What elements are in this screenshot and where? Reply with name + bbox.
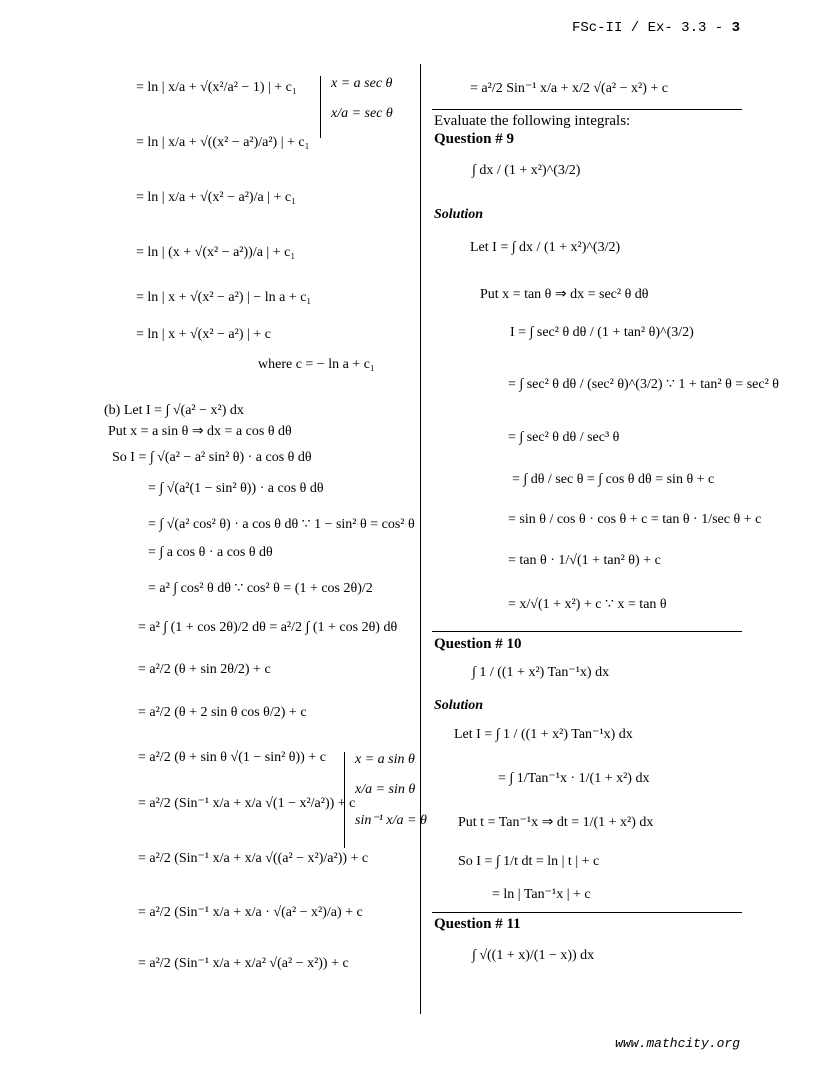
math-line: Put x = tan θ ⇒ dx = sec² θ dθ [480,287,649,302]
math-line: = ∫ dθ / sec θ = ∫ cos θ dθ = sin θ + c [512,472,715,487]
page-header: FSc-II / Ex- 3.3 - 3 [571,20,740,36]
substitution-line: x = a sin θ [355,752,415,767]
math-line: = a²/2 Sin⁻¹ x/a + x/2 √(a² − x²) + c [470,81,668,96]
solution-label: Solution [434,207,484,222]
math-line: = ∫ sec² θ dθ / (sec² θ)^(3/2) ∵ 1 + tan² θ = sec² θ [508,377,779,392]
math-line: = ln | x/a + √(x²/a² − 1) | + c₁ [136,80,297,95]
math-line: = ln | x + √(x² − a²) | + c [136,327,271,342]
section-rule [432,912,742,913]
question-heading: Question # 10 [434,636,522,652]
part-b-so: So I = ∫ √(a² − a² sin² θ) · a cos θ dθ [112,450,312,465]
math-line: = tan θ · 1/√(1 + tan² θ) + c [508,553,661,568]
math-line: = x/√(1 + x²) + c ∵ x = tan θ [508,597,667,612]
substitution-line: x/a = sec θ [331,106,393,121]
section-rule [432,109,742,110]
math-line: = ∫ 1/Tan⁻¹x · 1/(1 + x²) dx [498,771,650,786]
math-line: = ∫ √(a²(1 − sin² θ)) · a cos θ dθ [148,481,324,496]
question-integral: ∫ 1 / ((1 + x²) Tan⁻¹x) dx [472,665,610,680]
math-line: Put t = Tan⁻¹x ⇒ dt = 1/(1 + x²) dx [458,815,654,830]
substitution-line: x = a sec θ [331,76,393,91]
math-line: = ∫ a cos θ · a cos θ dθ [148,545,273,560]
question-heading: Question # 9 [434,131,515,147]
column-divider [420,64,421,1014]
substitution-note [320,76,393,138]
math-line: = a²/2 (θ + sin 2θ/2) + c [138,662,271,677]
math-line: = sin θ / cos θ · cos θ + c = tan θ · 1/sec θ + c [508,512,762,527]
math-line: = ln | x + √(x² − a²) | − ln a + c₁ [136,290,312,305]
math-line: = ln | x/a + √(x² − a²)/a | + c₁ [136,190,296,205]
math-line: = a²/2 (θ + sin θ √(1 − sin² θ)) + c [138,750,326,765]
section-rule [432,631,742,632]
math-line: I = ∫ sec² θ dθ / (1 + tan² θ)^(3/2) [510,325,694,340]
part-b-let: (b) Let I = ∫ √(a² − x²) dx [104,403,244,418]
math-line: = ln | (x + √(x² − a²))/a | + c₁ [136,245,296,260]
math-line: = ∫ √(a² cos² θ) · a cos θ dθ ∵ 1 − sin² θ = cos² θ [148,517,415,532]
footer-url: www.mathcity.org [615,1036,740,1051]
math-line: = a²/2 (Sin⁻¹ x/a + x/a² √(a² − x²)) + c [138,956,349,971]
math-line: = a²/2 (θ + 2 sin θ cos θ/2) + c [138,705,307,720]
math-line: So I = ∫ 1/t dt = ln | t | + c [458,854,600,869]
substitution-line: x/a = sin θ [355,782,416,797]
part-b-put: Put x = a sin θ ⇒ dx = a cos θ dθ [108,424,292,439]
math-line: = ln | x/a + √((x² − a²)/a²) | + c₁ [136,135,310,150]
math-line: = ln | Tan⁻¹x | + c [492,887,591,902]
solution-label: Solution [434,698,484,713]
math-line: Let I = ∫ dx / (1 + x²)^(3/2) [470,240,621,255]
math-line: = a²/2 (Sin⁻¹ x/a + x/a √(1 − x²/a²)) + c [138,796,356,811]
math-line: = a² ∫ (1 + cos 2θ)/2 dθ = a²/2 ∫ (1 + cos 2θ) dθ [138,620,398,635]
instruction-text: Evaluate the following integrals: [434,113,631,129]
math-line: = a²/2 (Sin⁻¹ x/a + x/a · √(a² − x²)/a) + c [138,905,363,920]
question-heading: Question # 11 [434,916,521,932]
math-line: = ∫ sec² θ dθ / sec³ θ [508,430,620,445]
question-integral: ∫ dx / (1 + x²)^(3/2) [472,163,581,178]
math-line: = a²/2 (Sin⁻¹ x/a + x/a √((a² − x²)/a²)) + c [138,851,369,866]
substitution-line: sin⁻¹ x/a = θ [355,813,427,828]
substitution-note [344,752,427,848]
question-integral: ∫ √((1 + x)/(1 − x)) dx [472,948,595,963]
math-line: = a² ∫ cos² θ dθ ∵ cos² θ = (1 + cos 2θ)/2 [148,581,373,596]
math-note: where c = − ln a + c₁ [258,357,375,372]
math-line: Let I = ∫ 1 / ((1 + x²) Tan⁻¹x) dx [454,727,633,742]
